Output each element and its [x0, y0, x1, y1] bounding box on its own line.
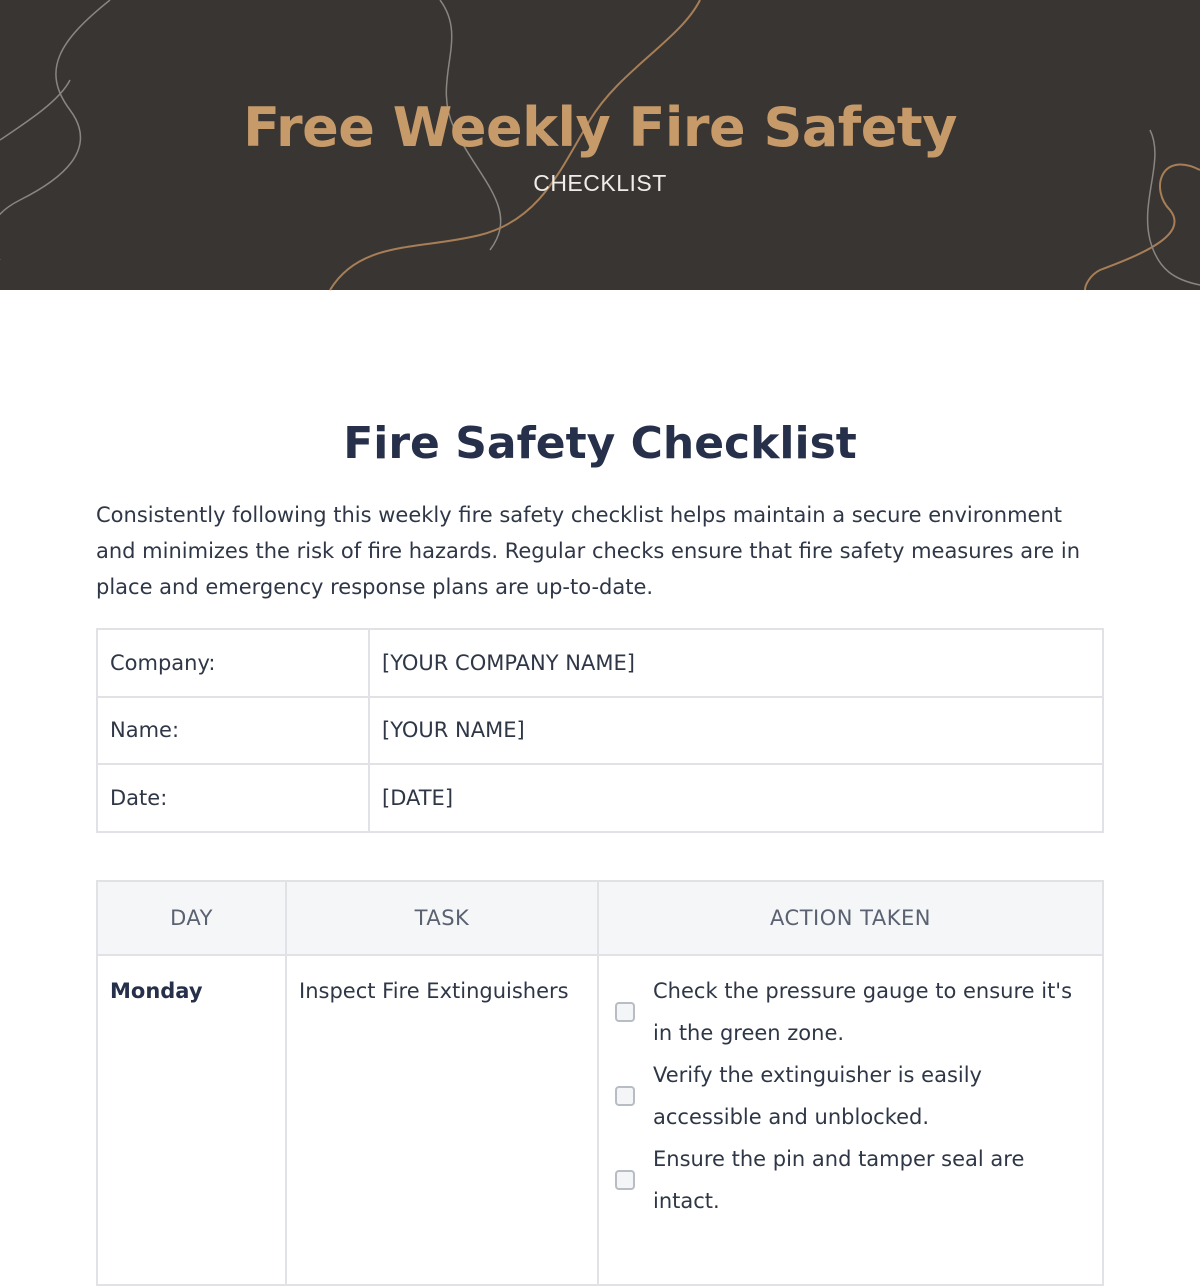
- checklist-table: [96, 880, 1104, 1286]
- action-item: [611, 1054, 1090, 1138]
- info-label: Name:: [97, 697, 369, 765]
- info-row-company: [97, 629, 1103, 697]
- banner-subtitle: CHECKLIST: [533, 170, 667, 196]
- task-name: Inspect Fire Extinguishers: [299, 979, 569, 1003]
- document-title: Fire Safety Checklist: [343, 418, 857, 469]
- column-header-action: ACTION TAKEN: [598, 881, 1103, 955]
- info-row-name: [97, 697, 1103, 765]
- info-table: [96, 628, 1104, 833]
- company-field[interactable]: [YOUR COMPANY NAME]: [369, 629, 1103, 697]
- table-header-row: [97, 881, 1103, 955]
- action-cell: [598, 955, 1103, 1285]
- table-row: [97, 955, 1103, 1285]
- banner-title: Free Weekly Fire Safety: [243, 96, 957, 159]
- action-text: Check the pressure gauge to ensure it's in the green zone.: [653, 979, 1073, 1045]
- action-checkbox[interactable]: [615, 1170, 635, 1190]
- task-cell: [286, 955, 598, 1285]
- action-checkbox[interactable]: [615, 1002, 635, 1022]
- day-name: Monday: [110, 979, 203, 1003]
- info-label: Date:: [97, 764, 369, 832]
- action-item: [611, 1138, 1090, 1222]
- action-text: Verify the extinguisher is easily accessible and unblocked.: [653, 1063, 982, 1129]
- info-label: Company:: [97, 629, 369, 697]
- header-banner: [0, 0, 1200, 290]
- info-row-date: [97, 764, 1103, 832]
- name-field[interactable]: [YOUR NAME]: [369, 697, 1103, 765]
- action-text: Ensure the pin and tamper seal are intact.: [653, 1147, 1025, 1213]
- day-cell: [97, 955, 286, 1285]
- action-item: [611, 970, 1090, 1054]
- column-header-task: TASK: [286, 881, 598, 955]
- column-header-day: DAY: [97, 881, 286, 955]
- date-field[interactable]: [DATE]: [369, 764, 1103, 832]
- intro-paragraph: Consistently following this weekly fire safety checklist helps maintain a secure environment and minimizes the risk of fire hazards. Regular checks ensure that fire safety measures are in place and emergency response plans are up-to-date.: [96, 503, 1081, 599]
- action-checkbox[interactable]: [615, 1086, 635, 1106]
